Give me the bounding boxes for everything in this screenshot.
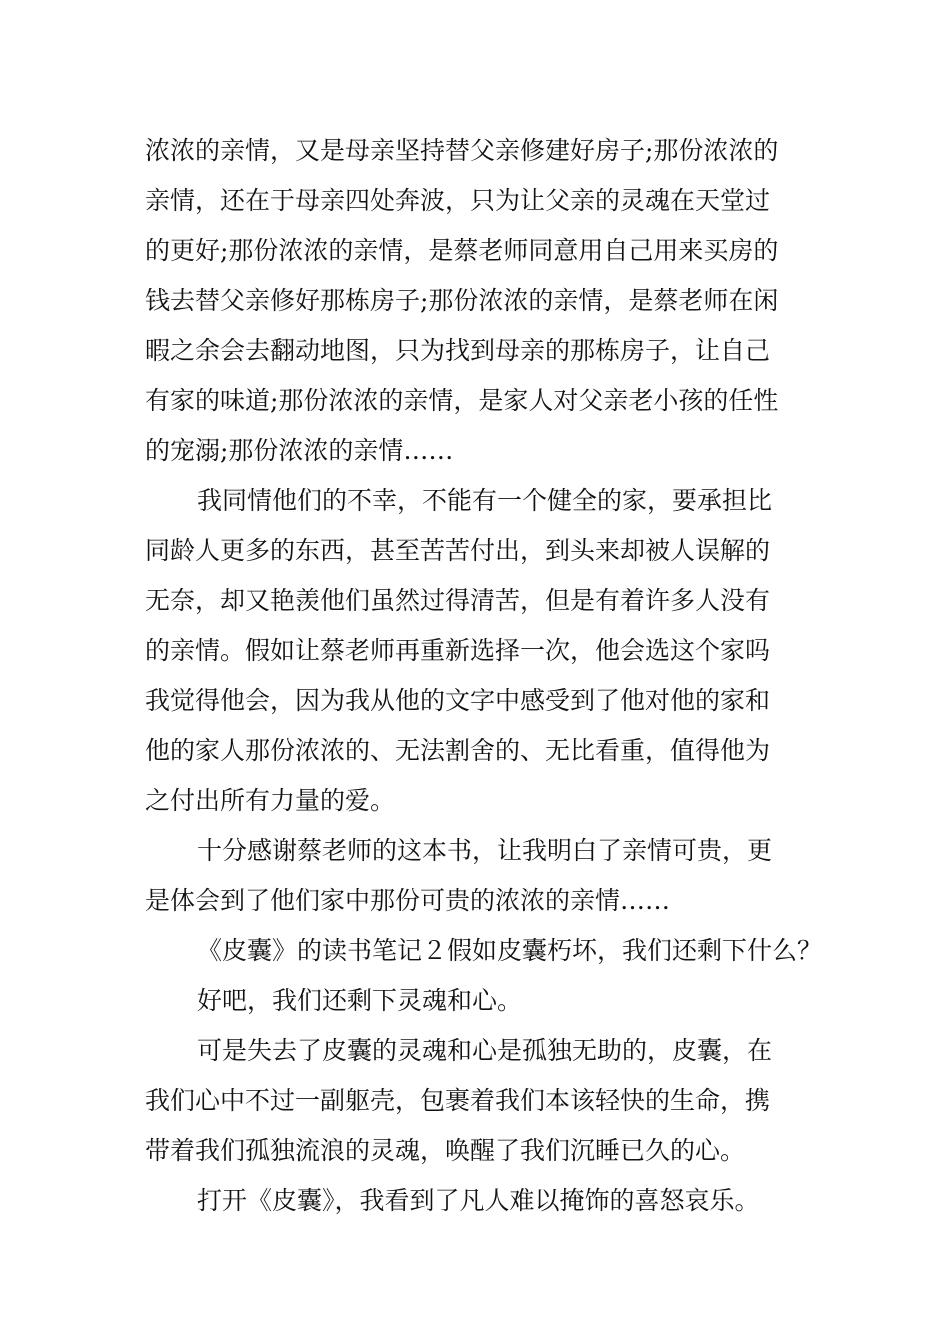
text-line: 暇之余会去翻动地图，只为找到母亲的那栋房子，让自己 (145, 336, 771, 365)
text-line: 带着我们孤独流浪的灵魂，唤醒了我们沉睡已久的心。 (145, 1136, 746, 1165)
text-line: 的更好;那份浓浓的亲情，是蔡老师同意用自己用来买房的 (145, 236, 779, 265)
text-line: 钱去替父亲修好那栋房子;那份浓浓的亲情，是蔡老师在闲 (145, 286, 779, 315)
text-line: 《皮囊》的读书笔记２假如皮囊朽坏，我们还剩下什么？ (197, 936, 823, 965)
text-line: 有家的味道;那份浓浓的亲情，是家人对父亲老小孩的任性 (145, 386, 779, 415)
paragraph (145, 1176, 810, 1226)
text-line: 可是失去了皮囊的灵魂和心是孤独无助的，皮囊，在 (197, 1036, 773, 1065)
paragraph (145, 126, 810, 476)
text-line: 他的家人那份浓浓的、无法割舍的、无比看重，值得他为 (145, 736, 771, 765)
text-line: 亲情，还在于母亲四处奔波，只为让父亲的灵魂在天堂过 (145, 186, 771, 215)
text-line: 浓浓的亲情，又是母亲坚持替父亲修建好房子;那份浓浓的 (145, 136, 779, 165)
paragraph (145, 926, 823, 976)
text-line: 好吧，我们还剩下灵魂和心。 (197, 986, 523, 1015)
text-line: 是体会到了他们家中那份可贵的浓浓的亲情…… (145, 886, 671, 915)
text-line: 我同情他们的不幸，不能有一个健全的家，要承担比 (197, 486, 773, 515)
text-line: 十分感谢蔡老师的这本书，让我明白了亲情可贵，更 (197, 836, 773, 865)
text-line: 的宠溺;那份浓浓的亲情…… (145, 436, 454, 465)
document-body (145, 126, 823, 1226)
paragraph (145, 826, 810, 926)
text-line: 之付出所有力量的爱。 (145, 786, 396, 815)
paragraph (145, 476, 810, 826)
text-line: 我们心中不过一副躯壳，包裹着我们本该轻快的生命，携 (145, 1086, 771, 1115)
text-line: 同龄人更多的东西，甚至苦苦付出，到头来却被人误解的 (145, 536, 771, 565)
paragraph (145, 976, 810, 1026)
text-line: 无奈，却又艳羡他们虽然过得清苦，但是有着许多人没有 (145, 586, 771, 615)
text-line: 我觉得他会，因为我从他的文字中感受到了他对他的家和 (145, 686, 771, 715)
paragraph (145, 1026, 810, 1176)
text-line: 的亲情。假如让蔡老师再重新选择一次，他会选这个家吗 (145, 636, 771, 665)
text-line: 打开《皮囊》，我看到了凡人难以掩饰的喜怒哀乐。 (197, 1186, 760, 1215)
